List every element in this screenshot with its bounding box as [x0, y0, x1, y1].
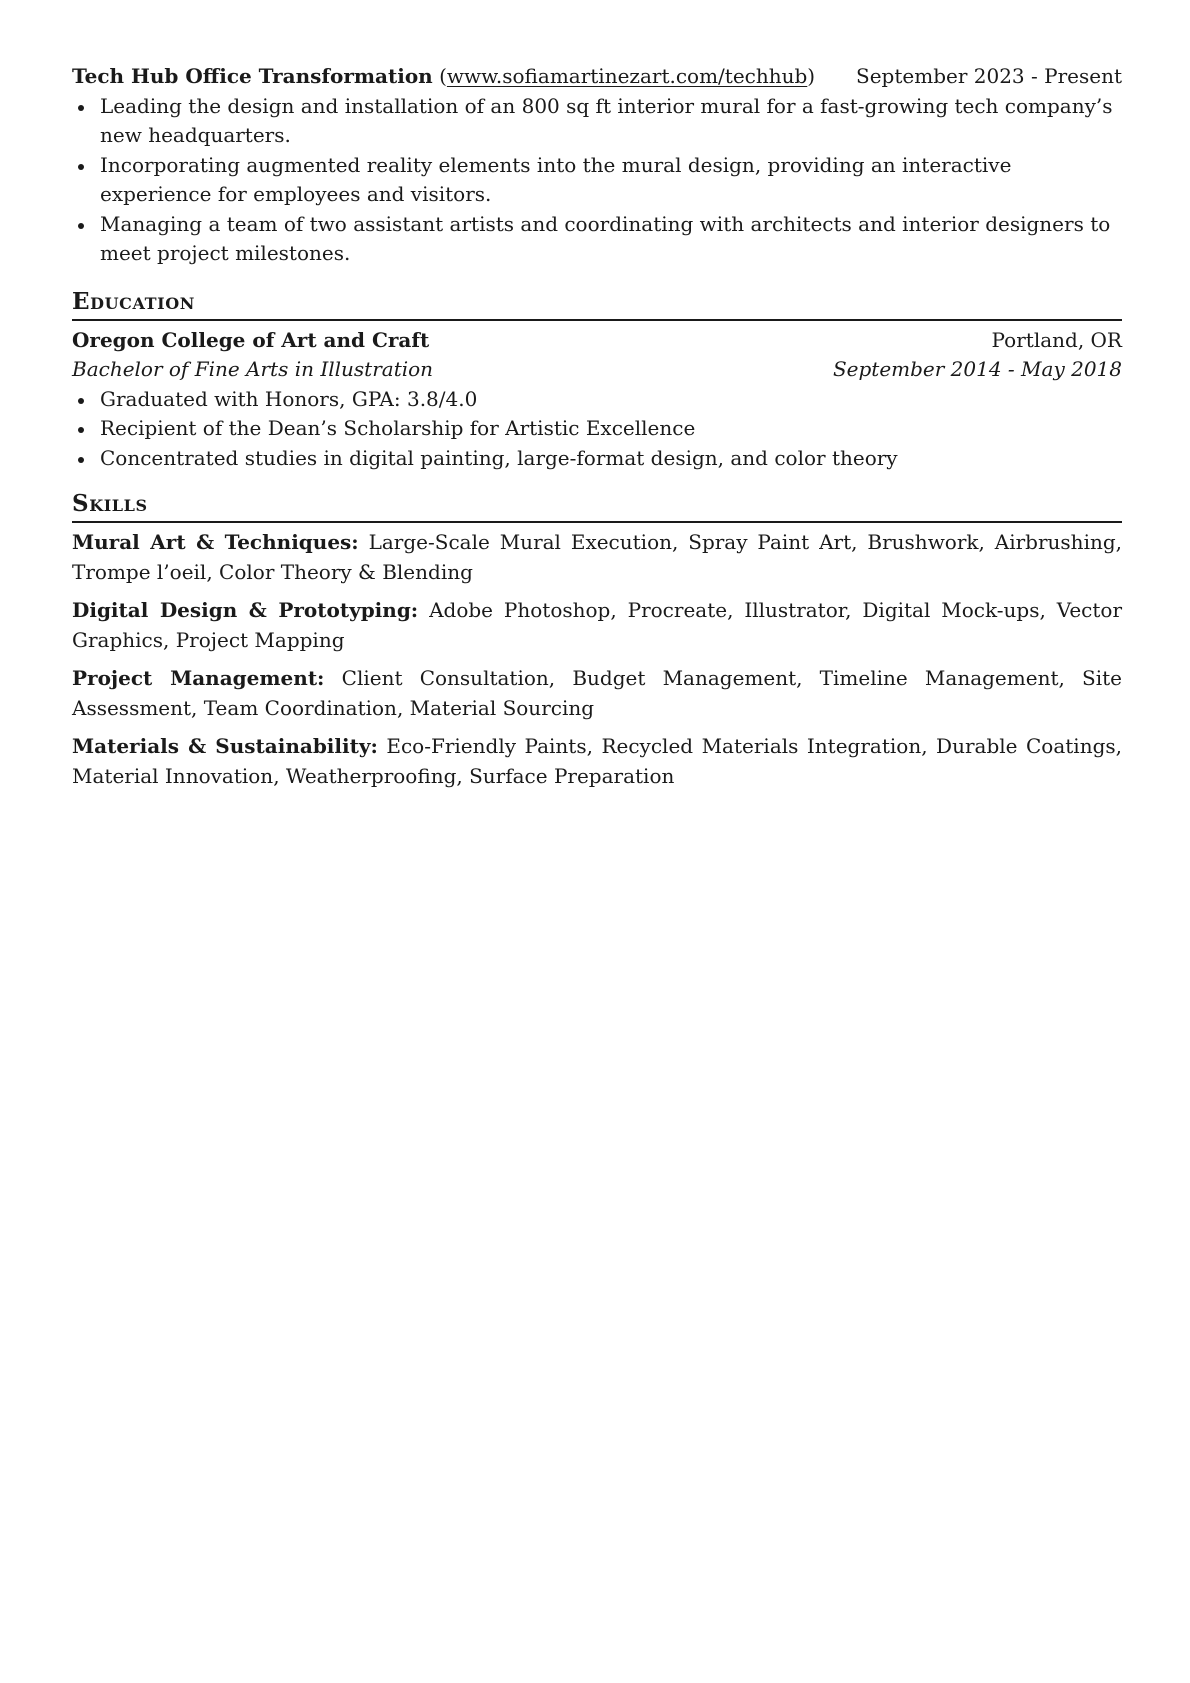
list-item: Concentrated studies in digital painting, large-format design, and color theory	[72, 444, 1122, 474]
project-title: Tech Hub Office Transformation	[72, 64, 433, 88]
skill-label: Project Management:	[72, 666, 325, 690]
skill-item	[72, 596, 1122, 655]
project-entry	[72, 62, 1122, 269]
education-bullets	[72, 385, 1122, 474]
skill-text: Large-Scale Mural Execution, Spray Paint Art, Brushwork, Airbrushing, Trompe l’oeil, Color Theory & Blending	[72, 530, 1123, 584]
skill-label: Materials & Sustainability:	[72, 734, 378, 758]
school-name: Oregon College of Art and Craft	[72, 327, 430, 352]
project-link[interactable]: www.sofiamartinezart.com/techhub	[446, 64, 808, 88]
project-bullets	[72, 92, 1122, 269]
skill-text: Adobe Photoshop, Procreate, Illustrator, Digital Mock-ups, Vector Graphics, Project Mapping	[72, 598, 1123, 652]
project-link-close: )	[807, 64, 816, 88]
project-dates: September 2023 - Present	[856, 64, 1122, 88]
project-title-group	[72, 62, 815, 92]
skill-item	[72, 664, 1122, 723]
education-dates: September 2014 - May 2018	[832, 357, 1122, 381]
skill-item	[72, 732, 1122, 791]
skills-list	[72, 528, 1122, 791]
education-entry	[72, 326, 1122, 474]
skill-text: Client Consultation, Budget Management, Timeline Management, Site Assessment, Team Coordination, Material Sourcing	[72, 666, 1122, 720]
list-item: Leading the design and installation of an 800 sq ft interior mural for a fast-growing tech company’s new headquarters.	[72, 92, 1122, 151]
list-item: Managing a team of two assistant artists and coordinating with architects and interior designers to meet project milestones.	[72, 210, 1122, 269]
skill-item	[72, 528, 1122, 587]
resume-page	[72, 62, 1122, 800]
skill-label: Digital Design & Prototyping:	[72, 598, 419, 622]
skills-heading: Skills	[72, 489, 1122, 523]
education-heading: Education	[72, 287, 1122, 321]
degree-row	[72, 355, 1122, 385]
skill-text: Eco-Friendly Paints, Recycled Materials Integration, Durable Coatings, Material Innovation, Weatherproofing, Surface Preparation	[72, 734, 1123, 788]
degree: Bachelor of Fine Arts in Illustration	[72, 357, 434, 381]
school-location: Portland, OR	[991, 327, 1122, 352]
list-item: Incorporating augmented reality elements into the mural design, providing an interactive experience for employees and visitors.	[72, 151, 1122, 210]
skill-label: Mural Art & Techniques:	[72, 530, 359, 554]
list-item: Recipient of the Dean’s Scholarship for Artistic Excellence	[72, 414, 1122, 444]
education-header	[72, 326, 1122, 356]
project-link-open: (	[439, 64, 447, 88]
list-item: Graduated with Honors, GPA: 3.8/4.0	[72, 385, 1122, 415]
project-header	[72, 62, 1122, 92]
